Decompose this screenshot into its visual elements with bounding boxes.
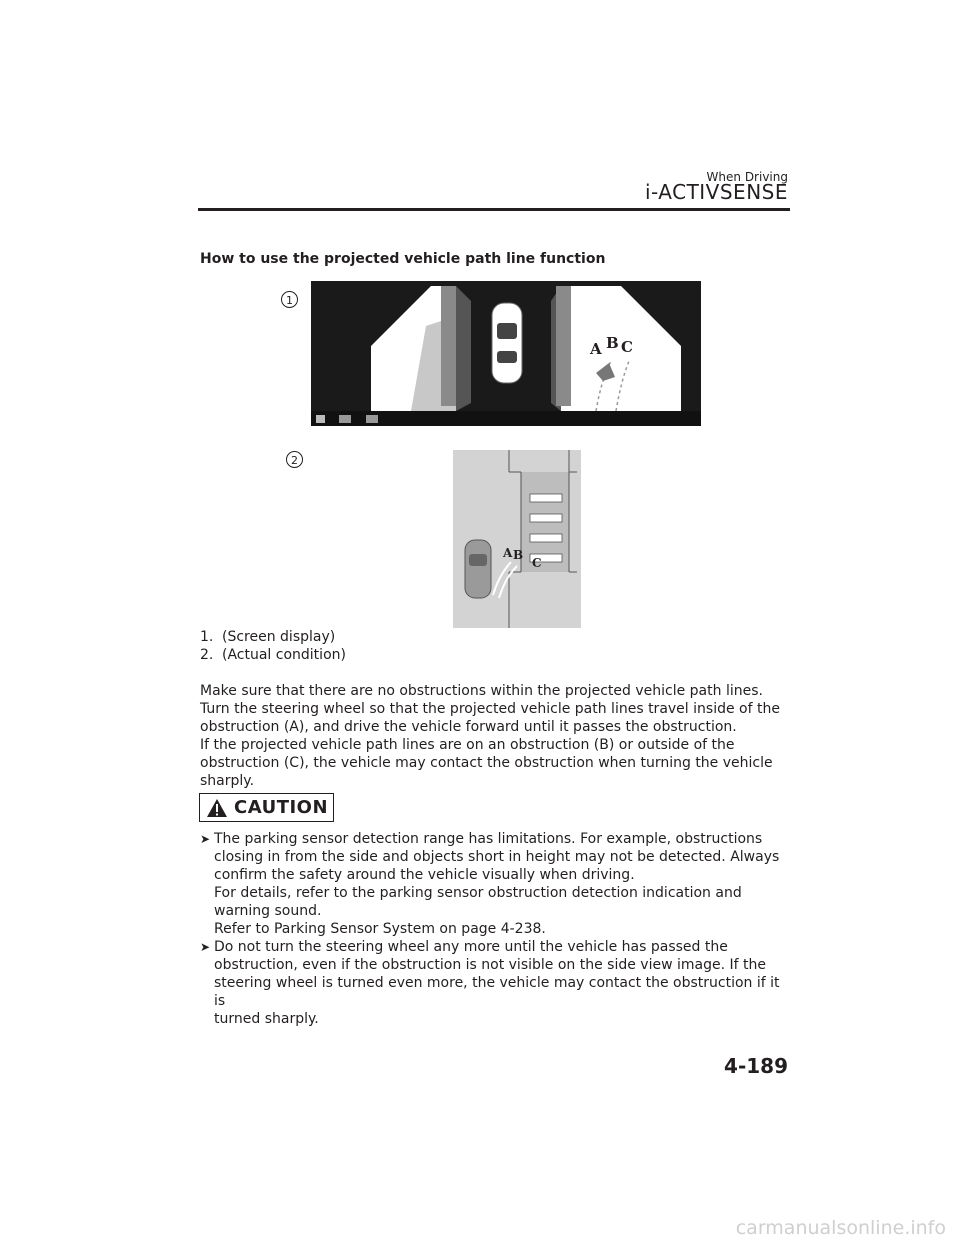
body-line: Turn the steering wheel so that the projected vehicle path lines travel inside of the — [200, 701, 780, 717]
section-heading: How to use the projected vehicle path line function — [200, 251, 606, 267]
body-line: Make sure that there are no obstructions within the projected vehicle path lines. — [200, 683, 763, 699]
caution-label: CAUTION — [234, 797, 329, 818]
bullet-line: Do not turn the steering wheel any more until the vehicle has passed the — [214, 939, 728, 955]
callout-2: 2 — [286, 451, 303, 468]
arrow-bullet-icon: ➤ — [200, 940, 211, 954]
figure-caption-list — [200, 628, 346, 664]
warning-icon — [206, 798, 228, 818]
bullet-line: The parking sensor detection range has limitations. For example, obstructions — [214, 831, 763, 847]
bullet-line: turned sharply. — [214, 1011, 319, 1027]
callout-1: 1 — [281, 291, 298, 308]
caution-box — [199, 793, 334, 822]
caption-text: (Actual condition) — [222, 647, 346, 663]
bullet-line: confirm the safety around the vehicle visually when driving. — [214, 867, 635, 883]
bullet-line: Refer to Parking Sensor System on page 4-238. — [214, 921, 546, 937]
body-line: obstruction (A), and drive the vehicle forward until it passes the obstruction. — [200, 719, 737, 735]
page-number: 4-189 — [724, 1054, 788, 1078]
bullet-line: closing in from the side and objects short in height may not be detected. Always — [214, 849, 780, 865]
actual-label-a: A — [503, 546, 513, 560]
caption-text: (Screen display) — [222, 629, 336, 645]
actual-label-c: C — [532, 556, 542, 570]
bullet-line: steering wheel is turned even more, the vehicle may contact the obstruction if it is — [214, 975, 780, 1009]
arrow-bullet-icon: ➤ — [200, 832, 211, 846]
actual-condition-figure — [453, 450, 581, 628]
body-line: obstruction (C), the vehicle may contact the obstruction when turning the vehicle — [200, 755, 773, 771]
bullet-line: warning sound. — [214, 903, 322, 919]
caution-bullet-list — [200, 830, 792, 1028]
caption-number: 2. — [200, 647, 214, 663]
caption-item — [200, 646, 346, 664]
header-section-title: When Driving — [706, 170, 788, 184]
screen-label-a: A — [590, 340, 602, 358]
body-line: sharply. — [200, 773, 255, 789]
caution-bullet — [200, 830, 792, 938]
caption-item — [200, 628, 346, 646]
screen-label-b: B — [606, 334, 619, 352]
header-chapter-title: i-ACTIVSENSE — [644, 180, 788, 204]
watermark-text: carmanualsonline.info — [735, 1217, 946, 1239]
bullet-line: For details, refer to the parking sensor obstruction detection indication and — [214, 885, 742, 901]
screen-label-c: C — [621, 338, 633, 356]
screen-display-figure — [311, 281, 701, 426]
bullet-line: obstruction, even if the obstruction is not visible on the side view image. If the — [214, 957, 766, 973]
actual-label-b: B — [513, 548, 524, 562]
caution-bullet — [200, 938, 792, 1028]
header-rule — [198, 208, 790, 211]
caption-number: 1. — [200, 629, 214, 645]
body-line: If the projected vehicle path lines are on an obstruction (B) or outside of the — [200, 737, 735, 753]
body-paragraph — [200, 682, 790, 790]
